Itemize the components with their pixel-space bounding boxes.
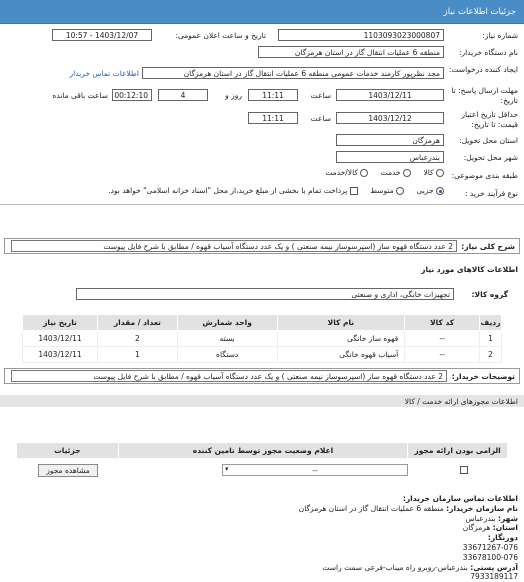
option-medium-label: متوسط [370, 186, 394, 195]
cell-qty: 2 [97, 331, 177, 347]
payment-note: پرداخت تمام یا بخشی از مبلغ خرید،از محل "اسناد خزانه اسلامی" خواهد بود. [108, 186, 348, 195]
permit-required-checkbox[interactable] [460, 466, 468, 474]
permits-table [16, 442, 508, 459]
col-unit: واحد شمارش [177, 315, 277, 331]
radio-medium[interactable] [396, 187, 404, 195]
col-permit-status: اعلام وضعیت مجوز توسط تامین کننده [118, 443, 407, 459]
deadline-time-label: ساعت [310, 91, 331, 100]
buyer-notes-field[interactable]: 2 عدد دستگاه قهوه ساز (اسپرسوساز نیمه صنعتی ) و یک عدد دستگاه آسیاب قهوه / مطابق با شرح فایل پیوست [11, 370, 447, 382]
need-number-field[interactable]: 1103093023000807 [278, 29, 444, 41]
radio-goods-service[interactable] [360, 169, 368, 177]
province-label: استان محل تحویل: [459, 136, 518, 145]
goods-group-field[interactable]: تجهیزات خانگی، اداری و صنعتی [76, 288, 454, 300]
page-title: جزئیات اطلاعات نیاز [443, 7, 516, 17]
cell-name: آسیاب قهوه خانگی [277, 347, 405, 363]
goods-table [22, 314, 502, 363]
contact-line: آدرس پستی: بندرعباس-روبرو راه میناب-فرعی سمت راست [322, 562, 518, 572]
city-field[interactable]: بندرعباس [336, 151, 444, 163]
contact-line: 7933189117 [470, 572, 518, 582]
contact-line: 33678100-076 [462, 552, 518, 562]
goods-section-title: اطلاعات کالاهای مورد نیاز [421, 265, 518, 274]
chevron-down-icon: ▾ [225, 465, 229, 473]
goods-group-label: گروه کالا: [471, 290, 508, 299]
table-row [23, 331, 502, 347]
cell-row: 2 [480, 347, 502, 363]
cell-row: 1 [480, 331, 502, 347]
process-label: نوع فرآیند خرید : [464, 189, 518, 198]
summary-label: شرح کلی نیاز: [461, 242, 515, 251]
contact-block [218, 494, 518, 582]
cell-date: 1403/12/11 [23, 347, 98, 363]
contact-line: نام سازمان خریدار: منطقه 6 عملیات انتقال گاز در استان هرمزگان [298, 503, 518, 513]
remaining-field[interactable]: 00:12:10 [112, 89, 152, 101]
treasury-checkbox[interactable] [350, 187, 358, 195]
summary-field[interactable]: 2 عدد دستگاه قهوه ساز (اسپرسوساز نیمه صنعتی ) و یک عدد دستگاه آسیاب قهوه / مطابق با شرح فایل پیوست [11, 240, 457, 252]
col-name: نام کالا [277, 315, 405, 331]
validity-label: حداقل تاریخ اعتبار قیمت: تا تاریخ: [461, 110, 518, 129]
col-date: تاریخ نیاز [23, 315, 98, 331]
cell-name: قهوه ساز خانگی [277, 331, 405, 347]
radio-service[interactable] [403, 169, 411, 177]
process-options [108, 186, 444, 195]
category-options [325, 168, 444, 177]
days-label: روز و [225, 91, 242, 100]
option-partial-label: جزیی [416, 186, 434, 195]
buyer-notes-row [4, 368, 520, 384]
cell-date: 1403/12/11 [23, 331, 98, 347]
creator-label: ایجاد کننده درخواست: [448, 65, 518, 74]
announce-label: تاریخ و ساعت اعلان عمومی: [175, 31, 266, 40]
radio-partial[interactable] [436, 187, 444, 195]
remaining-label: ساعت باقی مانده [52, 91, 108, 100]
buyer-contact-link[interactable]: اطلاعات تماس خریدار [69, 69, 139, 78]
radio-goods[interactable] [436, 169, 444, 177]
deadline-date-field[interactable]: 1403/12/11 [336, 89, 444, 101]
permits-bar [0, 395, 524, 407]
validity-date-field[interactable]: 1403/12/12 [336, 112, 444, 124]
contact-line: شهر: بندرعباس [465, 513, 518, 523]
contact-line: استان: هرمزگان [462, 523, 518, 533]
validity-time-field[interactable]: 11:11 [248, 112, 298, 124]
permit-status-select[interactable] [222, 464, 408, 476]
city-label: شهر محل تحویل: [463, 153, 518, 162]
col-permit-required: الزامی بودن ارائه مجوز [408, 443, 508, 459]
cell-code: -- [405, 331, 480, 347]
divider [0, 204, 524, 205]
permits-section-title: اطلاعات مجوزهای ارائه خدمت / کالا [404, 397, 518, 406]
contact-line: 33671267-076 [462, 542, 518, 552]
announce-field[interactable]: 1403/12/07 - 10:57 [52, 29, 152, 41]
cell-qty: 1 [97, 347, 177, 363]
col-permit-details: جزئیات [17, 443, 119, 459]
cell-unit: دستگاه [177, 347, 277, 363]
creator-field[interactable]: مجد نظرپور کارمند خدمات عمومی منطقه 6 عملیات انتقال گاز در استان هرمزگان [142, 67, 444, 79]
cell-unit: بسته [177, 331, 277, 347]
need-number-label: شماره نیاز: [482, 31, 518, 40]
option-service-label: خدمت [380, 168, 401, 177]
option-goods-label: کالا [423, 168, 434, 177]
table-row [23, 347, 502, 363]
buyer-field[interactable]: منطقه 6 عملیات انتقال گاز در استان هرمزگان [258, 46, 444, 58]
deadline-label: مهلت ارسال پاسخ: تا تاریخ: [451, 86, 518, 105]
buyer-label: نام دستگاه خریدار: [458, 48, 518, 57]
province-field[interactable]: هرمزگان [336, 134, 444, 146]
contact-section-title: اطلاعات تماس سازمان خریدار: [402, 494, 518, 503]
deadline-time-field[interactable]: 11:11 [248, 89, 298, 101]
col-code: کد کالا [405, 315, 480, 331]
summary-row [4, 238, 520, 254]
col-row: ردیف [480, 315, 502, 331]
view-permit-button[interactable]: مشاهده مجوز [38, 464, 98, 477]
contact-line: دورنگار: [487, 533, 518, 543]
option-goods-service-label: کالا/خدمت [325, 168, 358, 177]
validity-time-label: ساعت [310, 114, 331, 123]
days-field[interactable]: 4 [158, 89, 208, 101]
col-qty: تعداد / مقدار [97, 315, 177, 331]
permit-status-value: -- [312, 466, 318, 475]
cell-code: -- [405, 347, 480, 363]
buyer-notes-label: توضیحات خریدار: [451, 372, 515, 381]
category-label: طبقه بندی موضوعی: [451, 171, 518, 180]
page-header [0, 0, 524, 24]
